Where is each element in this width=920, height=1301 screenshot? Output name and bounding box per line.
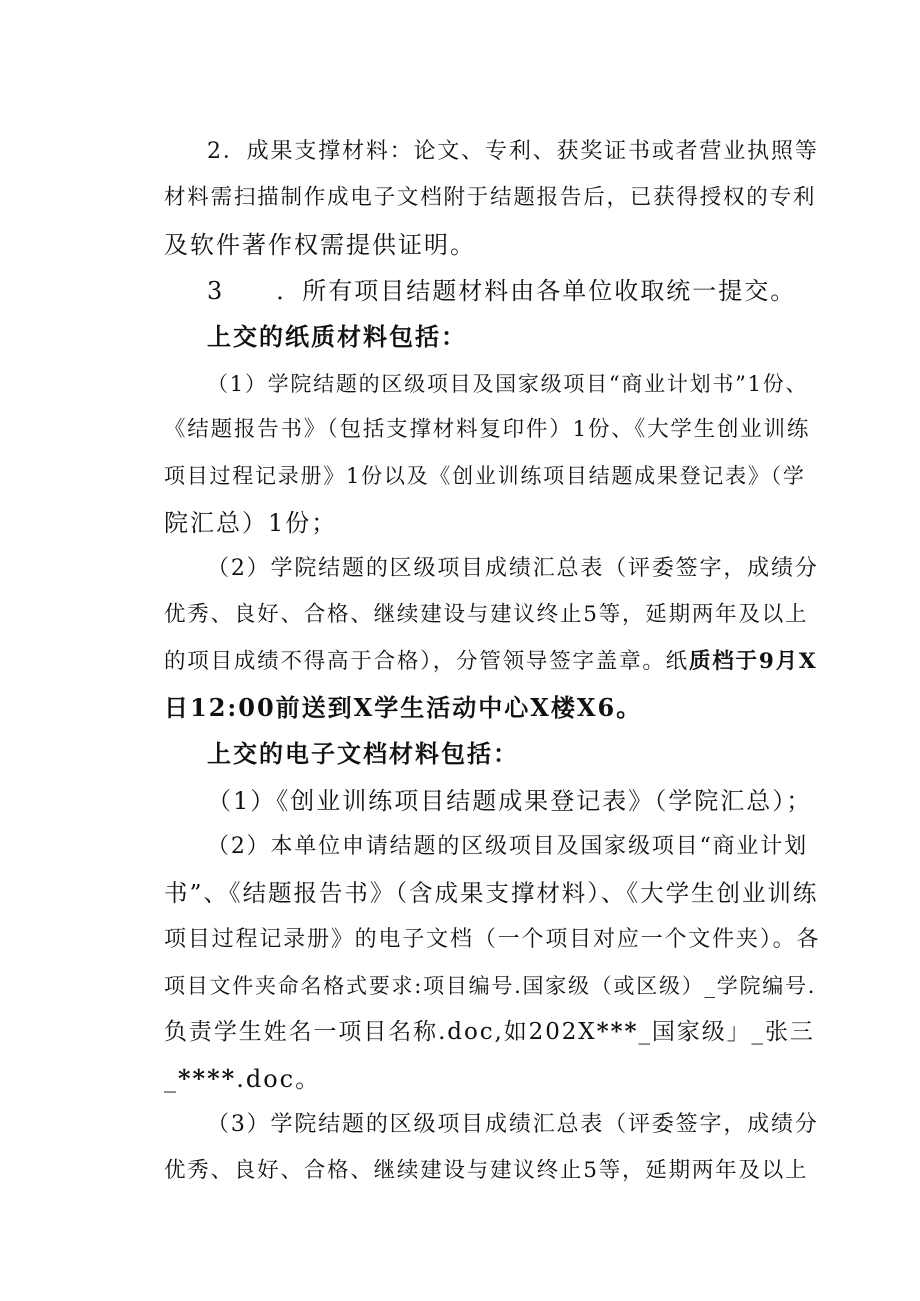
placeholder-stars: ****: [178, 1064, 237, 1093]
paragraph-line: （2）本单位申请结题的区级项目及国家级项目“商业计划: [207, 834, 808, 859]
paragraph-line: 《结题报告书》（包括支撑材料复印件）1份、《大学生创业训练: [164, 417, 811, 442]
placeholder-stars: ***: [596, 1018, 639, 1045]
paragraph-line: 2．成果支撑材料：论文、专利、获奖证书或者营业执照等: [207, 139, 819, 164]
line-text: 负责学生姓名一项目名称.doc,如202X: [164, 1019, 597, 1045]
paragraph-line: （3）学院结题的区级项目成绩汇总表（评委签字，成绩分: [207, 1112, 819, 1137]
section-heading-electronic: 上交的电子文档材料包括：: [207, 739, 519, 768]
paragraph-line: （2）学院结题的区级项目成绩汇总表（评委签字，成绩分: [207, 556, 819, 581]
paragraph-line: 3 ．所有项目结题材料由各单位收取统一提交。: [207, 277, 797, 305]
paragraph-line: 书”、《结题报告书》（含成果支撑材料）、《大学生创业训练: [164, 879, 819, 907]
paragraph-line: 项目过程记录册》1份以及《创业训练项目结题成果登记表》（学: [164, 464, 806, 488]
paragraph-line: [164, 1063, 321, 1095]
line-text: 的项目成绩不得高于合格），分管领导签字盖章。纸: [164, 649, 689, 674]
paragraph-line: [164, 646, 817, 678]
line-text: .doc。: [236, 1065, 322, 1093]
paragraph-line: 项目过程记录册》的电子文档（一个项目对应一个文件夹）。各: [164, 927, 821, 952]
section-heading-paper: 上交的纸质材料包括：: [207, 322, 467, 351]
deadline-text: 质档于9月X: [688, 649, 818, 674]
line-text: _: [164, 1065, 178, 1093]
line-text: _国家级」_张三: [638, 1019, 815, 1045]
deadline-line: 日12:00前送到X学生活动中心X楼X6。: [164, 693, 643, 722]
paragraph-line: 及软件著作权需提供证明。: [164, 231, 476, 259]
paragraph-line: （1）《创业训练项目结题成果登记表》（学院汇总）；: [207, 787, 813, 815]
paragraph-line: （1）学院结题的区级项目及国家级项目“商业计划书”1份、: [207, 372, 809, 396]
paragraph-line: 材料需扫描制作成电子文档附于结题报告后，已获得授权的专利: [164, 185, 817, 210]
paragraph-line: [164, 1016, 815, 1048]
paragraph-line: 项目文件夹命名格式要求:项目编号.国家级（或区级）_学院编号.: [164, 974, 817, 998]
paragraph-line: 院汇总）1份；: [164, 509, 338, 537]
paragraph-line: 优秀、良好、合格、继续建设与建议终止5等，延期两年及以上: [164, 602, 809, 627]
paragraph-line: 优秀、良好、合格、继续建设与建议终止5等，延期两年及以上: [164, 1158, 809, 1183]
